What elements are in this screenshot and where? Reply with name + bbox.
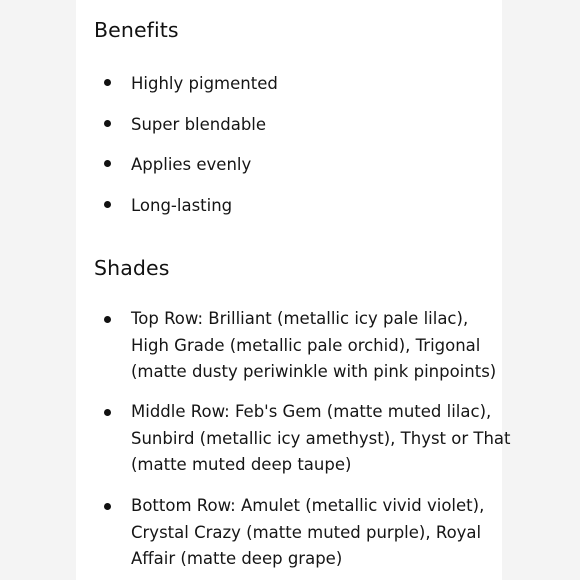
benefit-label: Applies evenly: [131, 155, 252, 174]
benefit-label: Highly pigmented: [131, 74, 278, 93]
bullet-icon: [104, 160, 111, 167]
shade-line: Sunbird (metallic icy amethyst), Thyst or That: [131, 428, 511, 448]
bullet-icon: [104, 201, 111, 208]
shade-description: [131, 493, 496, 573]
benefits-heading: Benefits: [94, 18, 179, 42]
bullet-icon: [104, 409, 111, 416]
shade-line: Affair (matte deep grape): [131, 549, 343, 568]
shade-line: High Grade (metallic pale orchid), Trigonal: [131, 335, 481, 355]
shade-line: Top Row: Brilliant (metallic icy pale lilac),: [131, 309, 469, 328]
bullet-icon: [104, 79, 111, 86]
shade-line: Bottom Row: Amulet (metallic vivid violet),: [131, 496, 485, 515]
shade-description: [131, 306, 496, 386]
benefit-label: Long-lasting: [131, 196, 233, 215]
shade-line: (matte muted deep taupe): [131, 455, 352, 474]
shade-description: [131, 399, 511, 479]
benefit-label: Super blendable: [131, 115, 267, 134]
bullet-icon: [104, 316, 111, 323]
shade-line: Crystal Crazy (matte muted purple), Royal: [131, 522, 482, 542]
bullet-icon: [104, 503, 111, 510]
product-details-card: [76, 0, 511, 580]
shade-line: (matte dusty periwinkle with pink pinpoints): [131, 362, 497, 381]
shades-heading: Shades: [94, 256, 170, 280]
bullet-icon: [104, 120, 111, 127]
shade-line: Middle Row: Feb's Gem (matte muted lilac),: [131, 402, 492, 421]
